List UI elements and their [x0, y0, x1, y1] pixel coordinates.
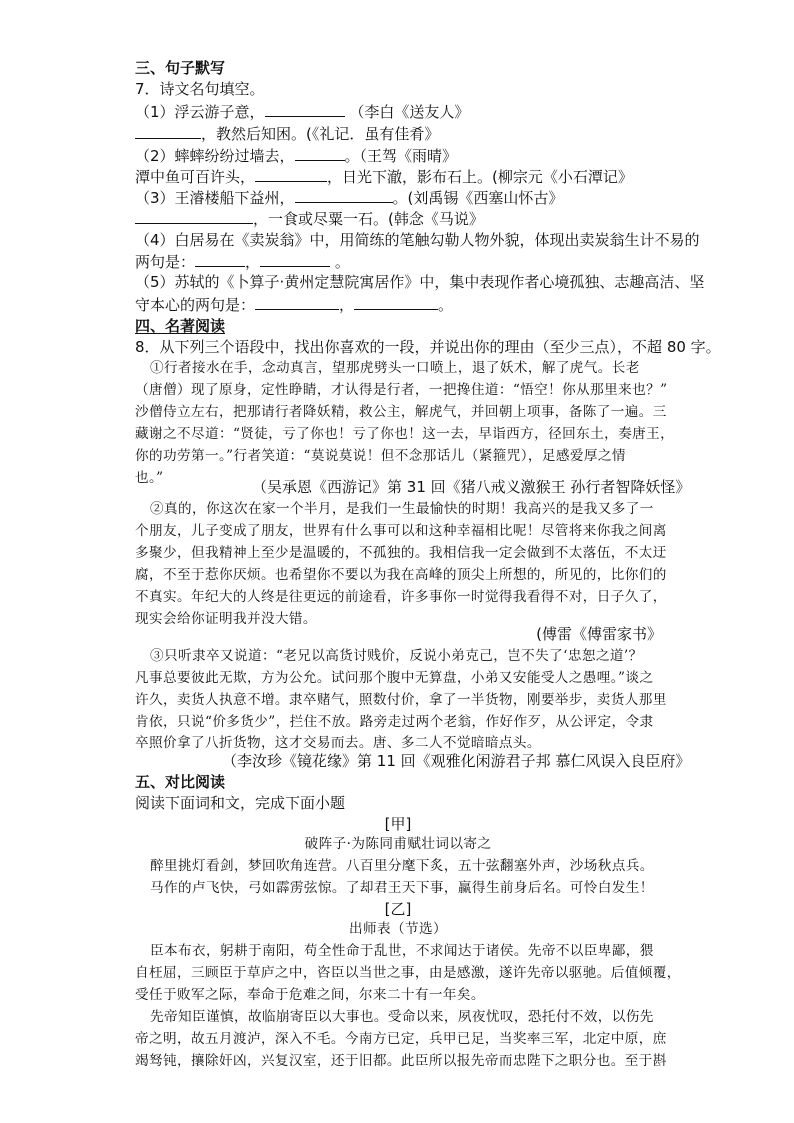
passage1-line: 你的功劳第一。”行者笑道：“莫说莫说！但不念那话儿（紧箍咒），足感爱厚之情 — [135, 448, 626, 464]
passage2-source: (傅雷《傅雷家书》 — [536, 625, 662, 643]
passage1-line: （唐僧）现了原身，定性睁睛，才认得是行者，一把搀住道：“悟空！你从那里来也？” — [135, 382, 668, 398]
section3-heading: 三、句子默写 — [135, 59, 226, 77]
q7-item-3b: ，一食或尽粟一石。(韩念《马说》 — [135, 208, 484, 230]
answer-blank[interactable] — [260, 251, 330, 267]
passage3-line: ③只听隶卒又说道：“老兄以高货讨贱价，反说小弟克己，岂不失了‘忠恕之道’？ — [150, 648, 643, 664]
passage3-line: 肯依，只说“价多货少”，拦住不放。路旁走过两个老翁，作好作歹，从公评定，令隶 — [135, 714, 654, 730]
section4-heading: 四、名著阅读 — [135, 317, 226, 335]
answer-blank[interactable] — [354, 294, 438, 310]
text-yi-title: 出师表（节选） — [349, 921, 447, 937]
q7-item-4: （4）白居易在《卖炭翁》中，用简练的笔触勾勒人物外貌，体现出卖炭翁生计不易的 — [135, 231, 700, 249]
text-yi-line: 臣本布衣，躬耕于南阳，苟全性命于乱世，不求闻达于诸侯。先帝不以臣卑鄙，猥 — [150, 943, 654, 959]
passage3-line: 许久，卖货人执意不增。隶卒赌气，照数付价，拿了一半货物，刚要举步，卖货人那里 — [135, 692, 667, 708]
poem-jia-label: [甲] — [384, 815, 412, 833]
section5-intro: 阅读下面词和文，完成下面小题 — [135, 794, 346, 812]
answer-blank[interactable] — [265, 101, 345, 117]
answer-blank[interactable] — [135, 208, 253, 224]
passage2-line: 腐，不至于惹你厌烦。也希望你不要以为我在高峰的顶尖上所想的，所见的，比你们的 — [135, 567, 667, 583]
answer-blank[interactable] — [195, 251, 245, 267]
text-yi-line: 竭驽钝，攘除奸凶，兴复汉室，还于旧都。此臣所以报先帝而忠陛下之职分也。至于斟 — [135, 1053, 667, 1069]
answer-blank[interactable] — [135, 123, 201, 139]
q7-item-3: （3）王濬楼船下益州， 。(刘禹锡《西塞山怀古》 — [135, 189, 564, 207]
passage1-line: 沙僧侍立左右，把那请行者降妖精，救公主，解虎气，并回朝上项事，备陈了一遍。三 — [135, 404, 667, 420]
text-yi-line: 自枉屈，三顾臣于草庐之中，咨臣以当世之事，由是感激，遂许先帝以驱驰。后值倾覆， — [135, 965, 681, 981]
passage2-line: 多聚少，但我精神上至少是温暖的，不孤独的。我相信我一定会做到不太落伍，不太迂 — [135, 545, 667, 561]
q7-item-2: （2）蟀蟀纷纷过墙去， 。（王驾《雨晴》 — [135, 147, 458, 165]
passage2-line: 不真实。年纪大的人终是往更远的前途看，许多事你一时觉得我看得不对，日子久了， — [135, 589, 667, 605]
passage2-line: 个朋友，儿子变成了朋友，世界有什么事可以和这种幸福相比呢！尽管将来你我之间离 — [135, 523, 667, 539]
passage3-line: 卒照价拿了八折货物，这才交易而去。唐、多二人不觉暗暗点头。 — [135, 735, 541, 751]
answer-blank[interactable] — [255, 294, 339, 310]
passage1-source: （吴承恩《西游记》第 31 回《猪八戒义激猴王 孙行者智降妖怪》 — [252, 478, 691, 496]
text-yi-line: 先帝知臣谨慎，故临崩寄臣以大事也。受命以来，夙夜忧叹，恐托付不效，以伤先 — [150, 1009, 654, 1025]
passage2-line: ②真的，你这次在家一个半月，是我们一生最愉快的时期！我高兴的是我又多了一 — [150, 501, 654, 517]
question-7: 7．诗文名句填空。 — [135, 80, 265, 98]
question-8: 8．从下列三个语段中，找出你喜欢的一段，并说出你的理由（至少三点），不超 80 字。 — [135, 338, 721, 356]
poem-jia-line: 醉里挑灯看剑，梦回吹角连营。八百里分麾下炙，五十弦翻塞外声，沙场秋点兵。 — [150, 858, 654, 874]
poem-jia-title: 破阵子·为陈同甫赋壮词以寄之 — [304, 836, 492, 852]
passage2-line: 现实会给你证明我并没大错。 — [135, 611, 317, 627]
passage3-line: 凡事总要彼此无欺，方为公允。试问那个腹中无算盘，小弟又安能受人之愚哩。”谈之 — [135, 670, 654, 686]
section5-heading: 五、对比阅读 — [135, 773, 226, 791]
q7-item-1: （1）浮云游子意， （李白《送友人》 — [135, 103, 470, 121]
text-yi-line: 受任于败军之际，奉命于危难之间，尔来二十有一年矣。 — [135, 987, 485, 1003]
passage1-line: 藏谢之不尽道：“贤徒，亏了你也！亏了你也！这一去，早诣西方，径回东土，奏唐王， — [135, 426, 675, 442]
answer-blank[interactable] — [295, 187, 393, 203]
passage1-line: 也。” — [135, 470, 164, 486]
q7-item-5b: 守本心的两句是： ， 。 — [135, 296, 454, 314]
text-yi-line: 帝之明，故五月渡泸，深入不毛。今南方已定，兵甲已足，当奖率三军，北定中原，庶 — [135, 1031, 667, 1047]
text-yi-label: [乙] — [384, 900, 412, 918]
answer-blank[interactable] — [295, 145, 345, 161]
passage1-line: ①行者接水在手，念动真言，望那虎劈头一口喷上，退了妖术，解了虎气。长老 — [150, 360, 640, 376]
answer-blank[interactable] — [255, 166, 327, 182]
passage3-source: （李汝珍《镜花缘》第 11 回《观雅化闲游君子邦 慕仁风误入良臣府》 — [222, 752, 691, 770]
q7-item-2b: 潭中鱼可百许头， ，日光下澈，影布石上。(柳宗元《小石潭记》 — [135, 168, 633, 186]
q7-item-5: （5）苏轼的《卜算子·黄州定慧院寓居作》中，集中表现作者心境孤独、志趣高洁、坚 — [135, 273, 705, 291]
poem-jia-line: 马作的卢飞快，弓如霹雳弦惊。了却君王天下事，赢得生前身后名。可怜白发生！ — [150, 880, 654, 896]
q7-item-4b: 两句是： ， 。 — [135, 253, 350, 271]
q7-item-1b: ，教然后知困。(《礼记．虽有佳肴》 — [135, 123, 439, 145]
